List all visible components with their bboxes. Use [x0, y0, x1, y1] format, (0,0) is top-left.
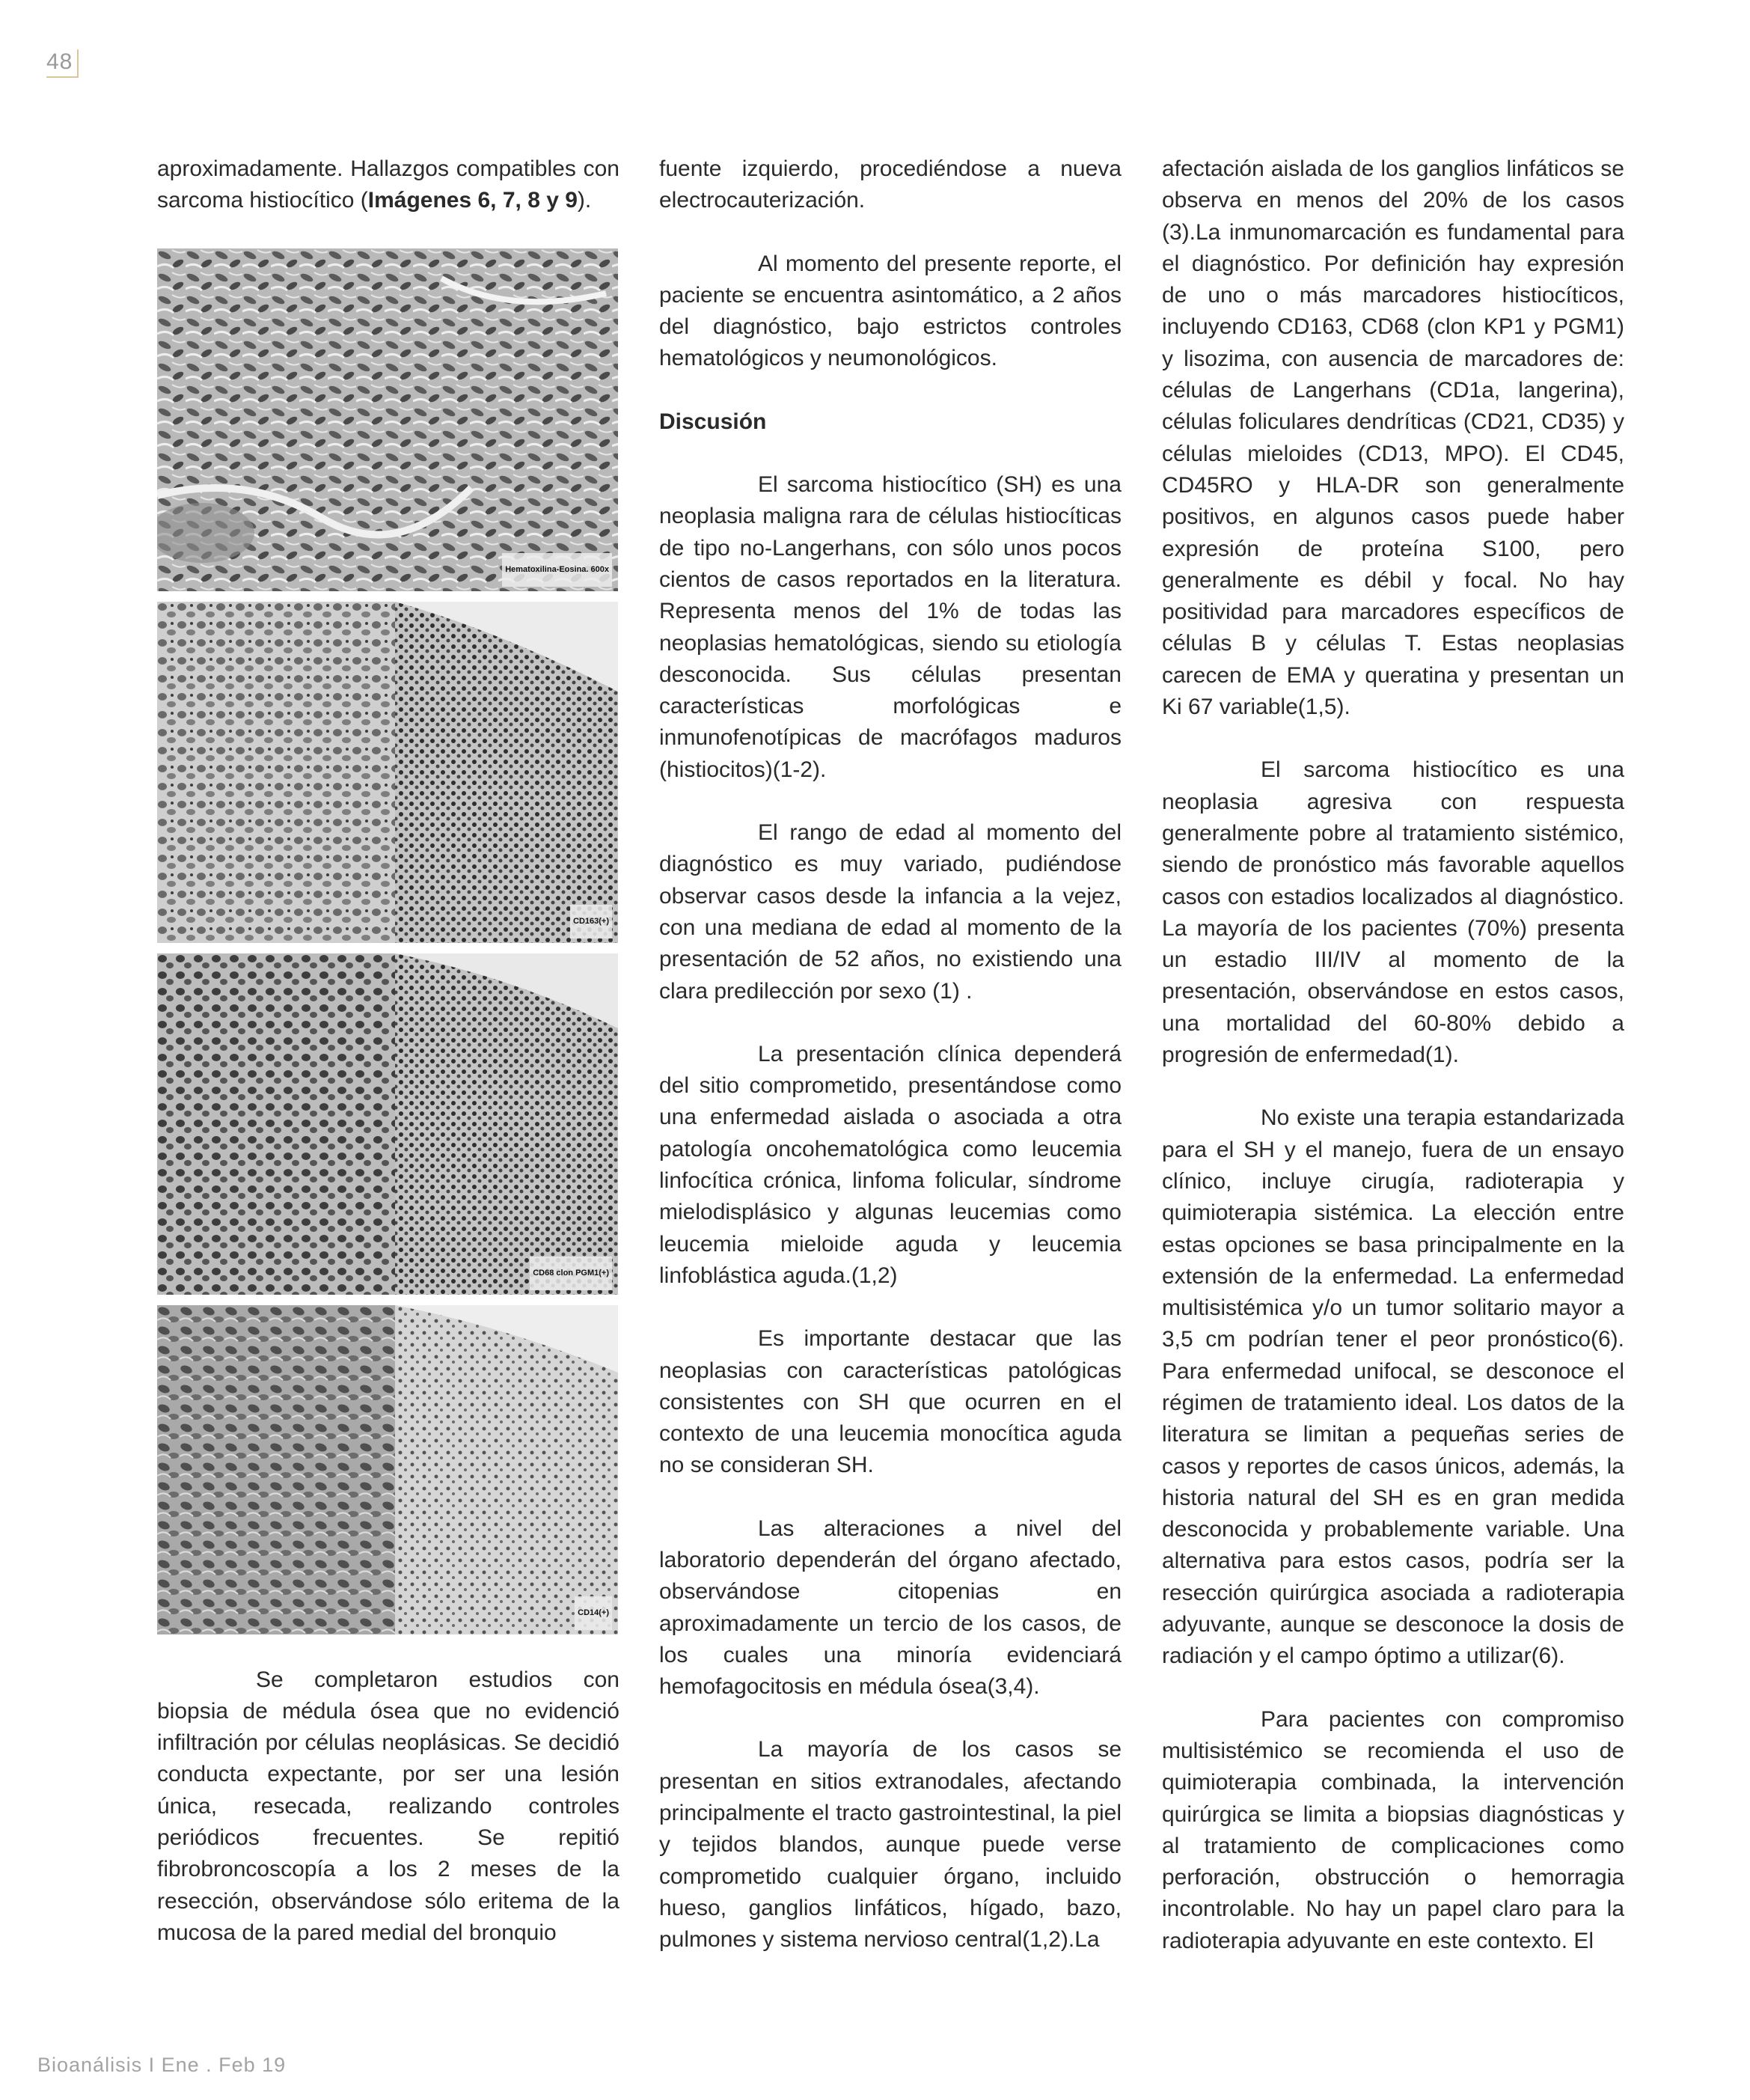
figure-caption: CD163(+) — [570, 905, 612, 938]
paragraph: Para pacientes con compromiso multisistémico se recomienda el uso de quimioterapia combinada, la intervención quirúrgica se limita a biopsias diagnósticas y al tratamiento de complicaciones como perforación, obstrucción o hemorragia incontrolable. No hay un papel claro para la radioterapia adyuvante en este contexto. El — [1162, 1706, 1624, 1953]
images-reference: Imágenes 6, 7, 8 y 9 — [367, 188, 578, 213]
histology-image-cd163 — [157, 602, 618, 943]
paragraph: El sarcoma histiocítico (SH) es una neoplasia maligna rara de células histiocíticas de tipo no-Langerhans, con sólo unos pocos cientos de casos reportados en la literatura. Representa menos del 1% de todas las neoplasias hematológicas, siendo su etiología desconocida. Sus células presentan características morfológicas e inmunofenotípicas de macrófagos maduros (histiocitos)(1-2). — [659, 472, 1122, 782]
histology-figures — [157, 248, 618, 1634]
paragraph: Se completaron estudios con biopsia de médula ósea que no evidenció infiltración por células neoplásicas. Se decidió conducta expectante, por ser una lesión única, resecada, realizando controles periódicos frecuentes. Se repitió fibrobroncoscopía a los 2 meses de la resección, observándose sólo eritema de la mucosa de la pared medial del bronquio — [157, 1667, 619, 1945]
section-heading: Discusión — [659, 409, 767, 434]
paragraph: La presentación clínica dependerá del sitio comprometido, presentándose como una enfermedad aislada o asociada a otra patología oncohematológica como leucemia linfocítica crónica, linfoma folicular, síndrome mielodisplásico y algunas leucemias como leucemia mieloide aguda y leucemia linfoblástica aguda.(1,2) — [659, 1041, 1122, 1288]
figure-he-stain — [157, 248, 618, 591]
intro-text: aproximadamente. Hallazgos compatibles con sarcoma histiocítico ( — [157, 156, 619, 213]
paragraph: El sarcoma histiocítico es una neoplasia agresiva con respuesta generalmente pobre al tratamiento sistémico, siendo de pronóstico más favorable aquellos casos con estadios localizados al diagnóstico. La mayoría de los pacientes (70%) presenta un estadio III/IV al momento de la presentación, observándose en estos casos, una mortalidad del 60-80% debido a progresión de enfermedad(1). — [1162, 757, 1624, 1068]
figure-caption: CD68 clon PGM1(+) — [530, 1257, 612, 1289]
paragraph: El rango de edad al momento del diagnóstico es muy variado, pudiéndose observar casos desde la infancia a la vejez, con una mediana de edad al momento de la presentación de 52 años, no existiendo una clara predilección por sexo (1) . — [659, 820, 1122, 1004]
column-3 — [1162, 153, 1624, 1988]
figure-caption: CD14(+) — [575, 1596, 612, 1629]
histology-image-cd68 — [157, 953, 618, 1295]
paragraph: Es importante destacar que las neoplasias con características patológicas consistentes con SH que ocurren en el contexto de una leucemia monocítica aguda no se consideran SH. — [659, 1326, 1122, 1478]
footer-journal-issue: Bioanálisis I Ene . Feb 19 — [37, 2054, 287, 2076]
figure-caption: Hematoxilina-Eosina. 600x — [502, 553, 612, 586]
figure-cd68 — [157, 953, 618, 1295]
figure-cd163 — [157, 602, 618, 943]
figure-cd14 — [157, 1305, 618, 1634]
histology-image-he — [157, 248, 618, 591]
paragraph: Al momento del presente reporte, el paciente se encuentra asintomático, a 2 años del diagnóstico, bajo estrictos controles hematológicos y neumonológicos. — [659, 251, 1122, 371]
column-1 — [157, 153, 619, 1980]
intro-end: ). — [577, 188, 592, 213]
paragraph: Las alteraciones a nivel del laboratorio dependerán del órgano afectado, observándose citopenias en aproximadamente un tercio de los casos, de los cuales una minoría evidenciará hemofagocitosis en médula ósea(3,4). — [659, 1516, 1122, 1700]
column-2 — [659, 153, 1122, 1988]
paragraph: No existe una terapia estandarizada para el SH y el manejo, fuera de un ensayo clínico, incluye cirugía, radioterapia y quimioterapia sistémica. La elección entre estas opciones se basa principalmente en la extensión de la enfermedad. La enfermedad multisistémica y/o un tumor solitario mayor a 3,5 cm podrían tener el peor pronóstico(6). Para enfermedad unifocal, se desconoce el régimen de tratamiento ideal. Los datos de la literatura se limitan a pequeñas series de casos y reportes de casos únicos, además, la historia natural del SH es en gran medida desconocida y probablemente variable. Una alternativa para estos casos, podría ser la resección quirúrgica asociada a radioterapia adyuvante, aunque se desconoce la dosis de radiación y el campo óptimo a utilizar(6). — [1162, 1105, 1624, 1669]
intro-paragraph — [157, 153, 619, 217]
paragraph: fuente izquierdo, procediéndose a nueva electrocauterización. — [659, 156, 1122, 213]
histology-image-cd14 — [157, 1305, 618, 1634]
paragraph: afectación aislada de los ganglios linfáticos se observa en menos del 20% de los casos (3).La inmunomarcación es fundamental para el diagnóstico. Por definición hay expresión de uno o más marcadores histiocíticos, incluyendo CD163, CD68 (clon KP1 y PGM1) y lisozima, con ausencia de marcadores de: células de Langerhans (CD1a, langerina), células foliculares dendríticas (CD21, CD35) y células mieloides (CD13, MPO). El CD45, CD45RO y HLA-DR son generalmente positivos, en algunos casos puede haber expresión de proteína S100, pero generalmente es débil y focal. No hay positividad para marcadores específicos de células B y células T. Estas neoplasias carecen de EMA y queratina y presentan un Ki 67 variable(1,5). — [1162, 156, 1624, 720]
paragraph: La mayoría de los casos se presentan en sitios extranodales, afectando principalmente el tracto gastrointestinal, la piel y tejidos blandos, aunque puede verse comprometido cualquier órgano, incluido hueso, ganglios linfáticos, hígado, bazo, pulmones y sistema nervioso central(1,2).La — [659, 1737, 1122, 1953]
page-number: 48 — [46, 49, 79, 78]
